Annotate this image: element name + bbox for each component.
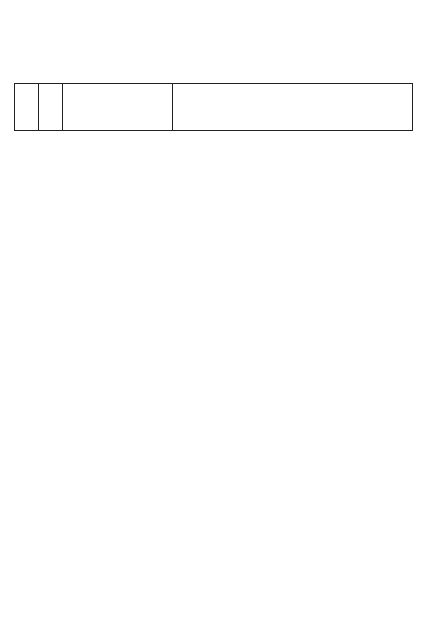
header-drawing-no (39, 84, 63, 131)
header-values (173, 84, 413, 131)
header-feature-name (63, 84, 173, 131)
header-size-feature-no (15, 84, 39, 131)
measurements-table (14, 83, 413, 131)
